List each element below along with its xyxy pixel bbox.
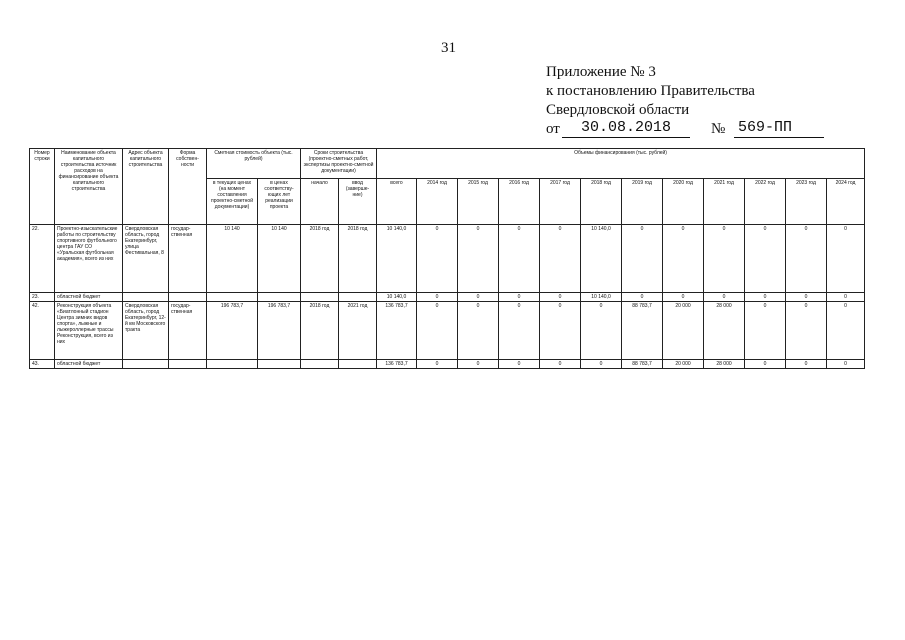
cell-year-value: 0 (786, 360, 827, 369)
cell-year-value: 28 000 (704, 360, 745, 369)
header-year: 2016 год (499, 179, 540, 225)
cell-year-value: 0 (499, 225, 540, 293)
appendix-region: Свердловской области (546, 102, 690, 118)
cell-year-value: 0 (581, 360, 622, 369)
header-row-num: Номер строки (30, 149, 55, 225)
header-estimate-prices: в ценах соответству-ющих лет реализации проекта (258, 179, 301, 225)
cell-year-value: 0 (786, 293, 827, 302)
cell-year-value: 0 (827, 225, 865, 293)
header-ownership: Форма собствен-ности (169, 149, 207, 225)
cell-year-value: 0 (417, 225, 458, 293)
cell-estimate-prices (258, 360, 301, 369)
cell-year-value: 28 000 (704, 302, 745, 360)
cell-year-value: 0 (622, 293, 663, 302)
header-total: всего (377, 179, 417, 225)
cell-end (339, 360, 377, 369)
cell-object-name: Реконструкция объекта «Биатлонный стадион Центра зимних видов спорта», лыжные и лыжероллерные трассы Реконструкция, всего из них (55, 302, 123, 360)
cell-total: 10 140,0 (377, 293, 417, 302)
cell-end: 2021 год (339, 302, 377, 360)
header-year: 2017 год (540, 179, 581, 225)
header-year: 2014 год (417, 179, 458, 225)
cell-year-value: 20 000 (663, 360, 704, 369)
cell-year-value: 0 (704, 293, 745, 302)
cell-year-value: 0 (827, 302, 865, 360)
cell-year-value: 88 783,7 (622, 360, 663, 369)
from-label: от (546, 121, 560, 137)
cell-year-value: 0 (622, 225, 663, 293)
cell-year-value: 0 (663, 293, 704, 302)
cell-year-value: 0 (540, 293, 581, 302)
table-row (30, 225, 865, 293)
cell-year-value: 10 140,0 (581, 225, 622, 293)
cell-start (301, 293, 339, 302)
header-year: 2019 год (622, 179, 663, 225)
cell-address: Свердловская область, город Екатеринбург, 12-й км Московского тракта (123, 302, 169, 360)
cell-year-value: 0 (704, 225, 745, 293)
cell-year-value: 0 (663, 225, 704, 293)
table-row (30, 293, 865, 302)
cell-row-num: 42. (30, 302, 55, 360)
header-funding: Объемы финансирования (тыс. рублей) (377, 149, 865, 179)
cell-estimate-prices: 196 783,7 (258, 302, 301, 360)
appendix-resolution: к постановлению Правительства (546, 83, 755, 99)
cell-estimate-prices (258, 293, 301, 302)
cell-address (123, 360, 169, 369)
cell-row-num: 23. (30, 293, 55, 302)
cell-year-value: 0 (581, 302, 622, 360)
cell-year-value: 0 (458, 225, 499, 293)
cell-year-value: 0 (417, 360, 458, 369)
cell-estimate-current (207, 360, 258, 369)
cell-year-value: 0 (458, 302, 499, 360)
cell-object-name: областной бюджет (55, 293, 123, 302)
table-row (30, 302, 865, 360)
cell-end (339, 293, 377, 302)
cell-start (301, 360, 339, 369)
cell-year-value: 0 (417, 302, 458, 360)
cell-object-name: областной бюджет (55, 360, 123, 369)
cell-year-value: 10 140,0 (581, 293, 622, 302)
cell-estimate-current (207, 293, 258, 302)
header-estimate: Сметная стоимость объекта (тыс. рублей) (207, 149, 301, 179)
cell-year-value: 0 (540, 360, 581, 369)
cell-year-value: 0 (458, 360, 499, 369)
header-address: Адрес объекта капитального строительства (123, 149, 169, 225)
header-year: 2023 год (786, 179, 827, 225)
cell-year-value: 0 (745, 302, 786, 360)
cell-end: 2018 год (339, 225, 377, 293)
cell-year-value: 0 (499, 360, 540, 369)
resolution-number: 569-ПП (734, 118, 824, 138)
cell-year-value: 0 (499, 293, 540, 302)
resolution-date: 30.08.2018 (562, 118, 690, 138)
cell-year-value: 0 (745, 225, 786, 293)
cell-year-value: 0 (786, 225, 827, 293)
cell-ownership: государ-ственная (169, 225, 207, 293)
header-year: 2020 год (663, 179, 704, 225)
cell-year-value: 0 (786, 302, 827, 360)
cell-total: 10 140,0 (377, 225, 417, 293)
number-sign: № (711, 121, 726, 137)
cell-ownership: государ-ственная (169, 302, 207, 360)
cell-start: 2018 год (301, 302, 339, 360)
cell-year-value: 0 (417, 293, 458, 302)
header-object-name: Наименование объекта капитального строительства источник расходов на финансирование объекта капитального строительства (55, 149, 123, 225)
page-number: 31 (441, 40, 456, 56)
cell-object-name: Проектно-изыскательские работы по строительству спортивного футбольного центра ГАУ СО «Уральская футбольная академия», всего из них (55, 225, 123, 293)
cell-address (123, 293, 169, 302)
cell-total: 136 783,7 (377, 360, 417, 369)
cell-estimate-current: 196 783,7 (207, 302, 258, 360)
cell-year-value: 0 (745, 360, 786, 369)
header-end: ввод (заверше-ние) (339, 179, 377, 225)
header-year: 2021 год (704, 179, 745, 225)
cell-total: 136 783,7 (377, 302, 417, 360)
appendix-header (546, 63, 793, 139)
cell-ownership (169, 293, 207, 302)
cell-ownership (169, 360, 207, 369)
table-row (30, 360, 865, 369)
cell-year-value: 0 (540, 302, 581, 360)
cell-year-value: 0 (499, 302, 540, 360)
cell-year-value: 20 000 (663, 302, 704, 360)
cell-address: Свердловская область, город Екатеринбург, улица Фестивальная, 8 (123, 225, 169, 293)
cell-year-value: 0 (745, 293, 786, 302)
appendix-date-row (546, 119, 793, 139)
cell-estimate-prices: 10 140 (258, 225, 301, 293)
cell-start: 2018 год (301, 225, 339, 293)
cell-year-value: 0 (827, 293, 865, 302)
appendix-title: Приложение № 3 (546, 64, 656, 80)
header-start: начало (301, 179, 339, 225)
header-year: 2024 год (827, 179, 865, 225)
cell-year-value: 0 (827, 360, 865, 369)
header-year: 2015 год (458, 179, 499, 225)
cell-row-num: 22. (30, 225, 55, 293)
header-year: 2018 год (581, 179, 622, 225)
header-year: 2022 год (745, 179, 786, 225)
cell-year-value: 0 (458, 293, 499, 302)
header-estimate-current: в текущих ценах (на момент составления проектно-сметной документации) (207, 179, 258, 225)
cell-estimate-current: 10 140 (207, 225, 258, 293)
funding-table (29, 148, 865, 369)
header-terms: Сроки строительства (проектно-сметных работ, экспертизы проектно-сметной документации) (301, 149, 377, 179)
cell-row-num: 43. (30, 360, 55, 369)
cell-year-value: 0 (540, 225, 581, 293)
cell-year-value: 88 783,7 (622, 302, 663, 360)
